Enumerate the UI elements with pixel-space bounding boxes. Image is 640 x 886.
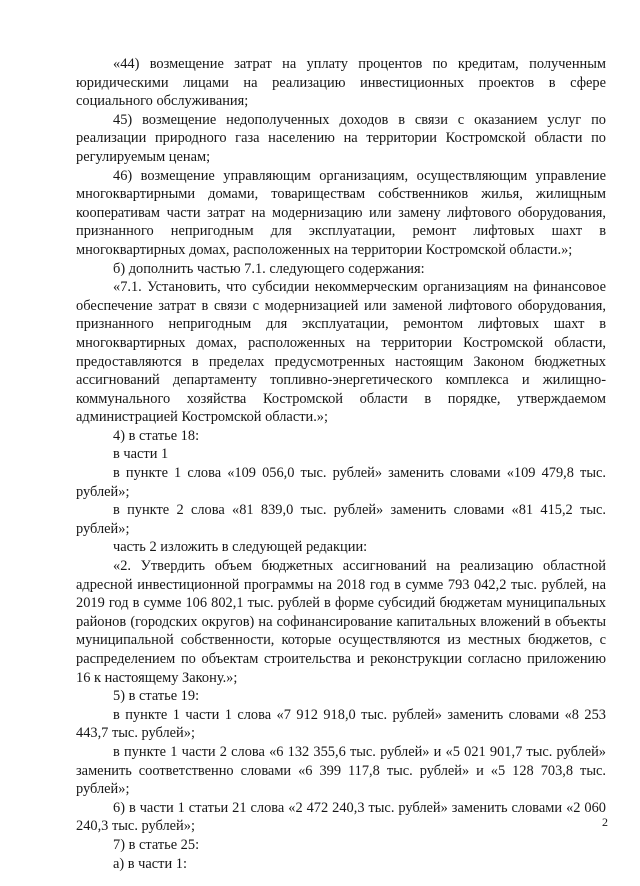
- paragraph-article-25-part-1: а) в части 1:: [113, 855, 187, 872]
- paragraph-article-18: 4) в статье 18:: [113, 427, 200, 444]
- paragraph-item-45: 45) возмещение недополученных доходов в связи с оказанием услуг по реализации природного газа населению на территории Костромской области по регулируемым ценам;: [76, 111, 606, 165]
- paragraph-article-18-part-1: в части 1: [113, 446, 169, 463]
- paragraph-article-19-part-2: в пункте 1 части 2 слова «6 132 355,6 тыс. рублей» и «5 021 901,7 тыс. рублей» заменить соответственно словами «6 399 117,8 тыс. рублей» и «5 128 703,8 тыс. рублей»;: [76, 743, 606, 798]
- paragraph-article-19: 5) в статье 19:: [113, 688, 200, 705]
- paragraph-article-18-point-1: в пункте 1 слова «109 056,0 тыс. рублей» заменить словами «109 479,8 тыс. рублей»;: [76, 465, 606, 500]
- paragraph-part-7-1-text: «7.1. Установить, что субсидии некоммерческим организациям на финансовое обеспечение затрат в связи с модернизацией или заменой лифтового оборудования, признанного непригодным для эксплуатации, ремонтом лифтовых шахт в многоквартирных домах, расположенных на территории Костромской области, предоставляются в пределах предусмотренных настоящим Законом бюджетных ассигнований департаменту топливно-энергетического комплекса и жилищно-коммунального хозяйства Костромской области в порядке, утверждаемом администрацией Костромской области.»;: [76, 279, 606, 426]
- paragraph-article-21: 6) в части 1 статьи 21 слова «2 472 240,3 тыс. рублей» заменить словами «2 060 240,3 тыс. рублей»;: [76, 799, 606, 835]
- page-number: 2: [602, 815, 608, 829]
- paragraph-article-18-part-2-text: «2. Утвердить объем бюджетных ассигнований на реализацию областной адресной инвестиционной программы на 2018 год в сумме 793 042,2 тыс. рублей, на 2019 год в сумме 106 802,1 тыс. рублей в форме субсидий бюджетам муниципальных районов (городских округов) на софинансирование капитальных вложений в объекты муниципальной собственности, которые осуществляются из местных бюджетов, с распределением по объектам строительства и реконструкции согласно приложению 16 к настоящему Закону.»;: [76, 558, 606, 686]
- paragraph-supplement-7-1: б) дополнить частью 7.1. следующего содержания:: [113, 260, 425, 277]
- paragraph-item-44: «44) возмещение затрат на уплату процентов по кредитам, полученным юридическими лицами на реализацию инвестиционных проектов в сфере социального обслуживания;: [76, 56, 606, 110]
- document-body: [76, 55, 606, 873]
- paragraph-article-25: 7) в статье 25:: [113, 836, 200, 853]
- paragraph-article-19-part-1: в пункте 1 части 1 слова «7 912 918,0 тыс. рублей» заменить словами «8 253 443,7 тыс. рублей»;: [76, 706, 606, 742]
- paragraph-article-18-point-2: в пункте 2 слова «81 839,0 тыс. рублей» заменить словами «81 415,2 тыс. рублей»;: [76, 502, 606, 537]
- paragraph-article-18-part-2: часть 2 изложить в следующей редакции:: [113, 539, 368, 556]
- paragraph-item-46: 46) возмещение управляющим организациям, осуществляющим управление многоквартирными домами, товариществам собственников жилья, жилищным кооперативам части затрат на модернизацию или замену лифтового оборудования, признанного непригодным для эксплуатации, ремонт лифтовых шахт в многоквартирных домах, расположенных на территории Костромской области.»;: [76, 167, 606, 258]
